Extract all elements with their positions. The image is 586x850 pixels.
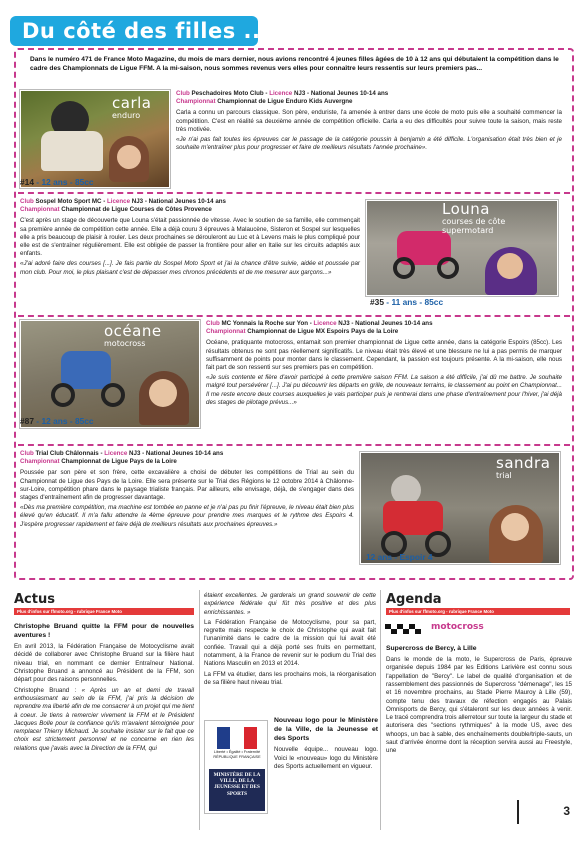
carla-name-tag bbox=[112, 96, 151, 121]
checkered-flag-icon bbox=[385, 624, 421, 634]
actus-column bbox=[14, 622, 194, 755]
rider-name: carla bbox=[112, 94, 152, 112]
agenda-heading: Supercross de Bercy, à Lille bbox=[386, 645, 477, 652]
rider-paragraph: Océane, pratiquante motocross, entamait son premier championnat de Ligue cette année, dans la catégorie Espoirs (85cc). Les résultats obtenus ne sont pas réellement significatifs. Le niveau était très élevé et une blessure ne lui a pas permis de marquer suffisamment de points pour monter dans le classement. Cependant, la passion est toujours présente. A la mi-saison, elle nous fait part de son ressenti sur ses premiers pas en compétition. bbox=[206, 339, 562, 371]
agenda-banner: Plus d'infos sur ffmoto.org - rubrique France Moto bbox=[386, 608, 570, 615]
club-line: Club MC Yonnais la Roche sur Yon - Licence NJ3 - National Jeunes 10-14 ans Championnat Championnat de Ligue MX Espoirs Pays de la Loire bbox=[206, 320, 433, 336]
actus-banner: Plus d'infos sur ffmoto.org - rubrique France Moto bbox=[14, 608, 194, 615]
club-line: Club Sospel Moto Sport MC - Licence NJ3 - National Jeunes 10-14 ans Championnat Championnat de Ligue Courses de Côtes Provence bbox=[20, 198, 226, 214]
caption-info: 12 ans - Espoir 4 bbox=[366, 552, 433, 562]
section-divider bbox=[18, 315, 570, 317]
middle-paragraph: La FFM va étudier, dans les prochains mois, la réorganisation de sa filière haut niveau trial. bbox=[204, 670, 376, 686]
rider-name: océane bbox=[104, 322, 162, 340]
carla-text bbox=[176, 90, 562, 152]
club-line: Club Trial Club Châlonnais - Licence NJ3 - National Jeunes 10-14 ans Championnat Championnat de Ligue Pays de la Loire bbox=[20, 450, 224, 466]
sandra-text bbox=[20, 450, 354, 529]
rider-name: sandra bbox=[496, 454, 551, 472]
actus-paragraph: En avril 2013, la Fédération Française de Motocyclisme avait décidé de collaborer avec Christophe Bruand sur la filière haut niveau trial, en nommant ce dernier Entraîneur National. Christophe Bruand a annoncé au Président de la FFM, son départ pour des raisons personnelles. bbox=[14, 643, 194, 684]
rider-quote: «J'ai adoré faire des courses [...]. Je fais partie du Sospel Moto Sport et j'ai la chance d'être suivie, aidée et poussée par mon club. Pour moi, le plus plaisant c'est de dépasser mes chronos précédents et de me mesurer aux garçons...» bbox=[20, 260, 360, 276]
rider-quote: «Je suis contente et fière d'avoir participé à cette première saison FFM. La saison a été difficile, j'ai dû me battre. Je souhaite malgré tout persévérer [...]. J'ai pu découvrir les départs en grille, de nouveaux terrains, le classement au point en Championnat... Il me reste encore deux courses auxquelles je vais participer puis je rentrerai dans une phase d'entraînement pour l'hiver, j'ai déjà des stages de pilotage prévus...» bbox=[206, 374, 562, 406]
carla-caption: #14 - 12 ans - 85cc bbox=[20, 177, 94, 187]
rider-paragraph: Poussée par son père et son frère, cette excavalière a choisi de débuter les compétitions de Trial au sein du Championnat de Ligue des Pays de la Loire. Elle sera présente sur le Trial des Régions le 12 octobre 2014 à Châlonne-sur-Loire, compétition phare dans le paysage trialiste français. Par ailleurs, elle envisage, déjà, de s'engager dans des stages d'entraînement afin de progresser davantage. bbox=[20, 469, 354, 501]
rider-paragraph: C'est après un stage de découverte que Louna s'était passionnée de vitesse. Avec le soutien de sa famille, elle commençait sa première année de compétition cette année. Elle a déjà couru 3 épreuves à Malaucène, Sisteron et Sospel sur lesquelles elle a pris beaucoup de plaisir à rouler. Les deux prochaines se dérouleront au Luc et à Levens mais le plus compliqué pour elle est de s'entraîner régulièrement. Elle est obligée de passer la frontière pour aller en Italie sur les circuits adaptés aux enfants. bbox=[20, 217, 360, 258]
actus-quote: Christophe Bruand : « Après un an et demi de travail enthousiasmant au sein de la FFM, j'ai pris la décision de reprendre ma liberté afin de me consacrer à un projet qui me tient à coeur. Je tiens à remercier vivement la FFM et le Président Jacques Bolle pour la confiance qu'ils m'avaient témoignée pour remplacer Thierry Michaud. Je souhaite insister sur le fait que ce choix est strictement personnel et ne concerne en rien les relations que j'avais avec la Direction de la FFM, qui bbox=[14, 686, 194, 752]
louna-text bbox=[20, 198, 360, 277]
agenda-title: Agenda bbox=[386, 592, 442, 607]
actus-title: Actus bbox=[14, 592, 55, 607]
caption-info: 11 ans - 85cc bbox=[391, 297, 444, 307]
caption-number: #35 bbox=[370, 297, 384, 307]
rider-discipline: trial bbox=[496, 470, 512, 480]
caption-info: 12 ans - 85cc bbox=[41, 416, 94, 426]
agenda-text: Dans le monde de la moto, le Supercross de Paris, épreuve organisée depuis 1984 par les Editions Larivière est connu sous l'appellation de "Bercy". Le label de qualité d'organisation et de rassemblement des passionnés de Supercross "démenage", les 15 et 16 novembre prochains, au Stade Pierre Mauroy à Lille (59), compte tenu des travaux de réfection engagés au Palais Omnisports de Bercy, qui s'étaleront sur les deux années à venir. Le tracé comprendra trois allerretour sur toute la largeur du stade et autorisera des "sections rythmiques" à la mode US, avec des whoops, un bac à sable, des enchaînements double/triple-sauts, un saut d'arrivée énorme dont la réception servira aussi au Freestyle, une bbox=[386, 656, 572, 755]
rider-quote: «Je n'ai pas fait toutes les épreuves car le passage de la catégorie poussin à benjamin a été difficile. L'organisation était très bien et je souhaite m'entraîner plus pour progresser et faire de meilleurs résultats l'année prochaine». bbox=[176, 135, 562, 152]
logo-news bbox=[274, 716, 378, 773]
rider-name: Louna bbox=[442, 200, 490, 218]
ministere-small-text: Liberté • Égalité • Fraternité RÉPUBLIQUE FRANÇAISE bbox=[213, 750, 261, 759]
rider-discipline: motocross bbox=[104, 338, 146, 348]
sandra-name-tag bbox=[496, 456, 550, 481]
caption-number: #14 bbox=[20, 177, 34, 187]
middle-paragraph: étaient excellentes. Je garderais un grand souvenir de cette expérience fédérale qui fût très positive et des plus enrichissantes. » bbox=[204, 592, 376, 616]
club-line: Club Peschadoires Moto Club - Licence NJ3 - National Jeunes 10-14 ans Championnat Championnat de Ligue Enduro Kids Auvergne bbox=[176, 90, 389, 106]
column-divider bbox=[380, 590, 381, 830]
agenda-column bbox=[386, 644, 572, 758]
rider-discipline: enduro bbox=[112, 110, 141, 120]
rider-quote: «Dès ma première compétition, ma machine est tombée en panne et je n'ai pas pu finir l'épreuve, le niveau était bien plus élevé qu'en éducatif. Il m'a fallu attendre la 4ème épreuve pour prendre mes marques et le rythme des Espoirs 4. J'espère progresser rapidement et faire déjà de meilleurs résultats aux prochaines épreuves.» bbox=[20, 504, 354, 528]
logo-heading: Nouveau logo pour le Ministère de la Ville, de la Jeunesse et des Sports bbox=[274, 717, 378, 743]
rider-discipline: courses de côte supermotard bbox=[442, 216, 506, 235]
french-flag-icon bbox=[217, 727, 257, 749]
category-label: motocross bbox=[431, 622, 484, 632]
ministere-logo bbox=[204, 720, 268, 814]
middle-paragraph: La Fédération Française de Motocyclisme, pour sa part, regrette mais respecte le choix de Christophe qui avait fait l'unanimité dans le cadre de la mission qui lui avait été confiée. Travail qui a déjà porté ses fruits en permettant, notamment, à la France de revenir sur le podium du Trial des Nations Masculin en 2013 et 2014. bbox=[204, 618, 376, 668]
page-number-bracket bbox=[517, 800, 519, 824]
oceane-text bbox=[206, 320, 562, 407]
actus-heading: Christophe Bruand quitte la FFM pour de nouvelles aventures ! bbox=[14, 623, 194, 640]
oceane-caption: #87 - 12 ans - 85cc bbox=[20, 416, 94, 426]
rider-paragraph: Carla a connu un parcours classique. Son père, enduriste, l'a amenée à entrer dans une école de moto puis elle a souhaité commencer la compétition. C'est en réalité sa deuxième année de compétition officielle. Carla a eu des difficultés pour suivre toute la saison, mais reste très motivée. bbox=[176, 109, 562, 133]
oceane-name-tag bbox=[104, 324, 162, 349]
caption-info: 12 ans - 85cc bbox=[41, 177, 94, 187]
middle-column bbox=[204, 592, 376, 689]
column-divider bbox=[199, 590, 200, 830]
page-title: Du côté des filles ... bbox=[22, 19, 269, 43]
section-divider bbox=[18, 444, 570, 446]
intro-text: Dans le numéro 471 de France Moto Magazine, du mois de mars dernier, nous avions rencontré 4 jeunes filles âgées de 10 à 12 ans qui débutaient la compétition dans le cadre des Championnats de Ligue FFM. A la mi-saison, nous sommes revenus vers elles pour connaître leurs ressentis sur leurs premiers pas... bbox=[30, 56, 559, 72]
sandra-caption bbox=[366, 552, 433, 563]
caption-number: #87 bbox=[20, 416, 34, 426]
ministere-big-text: MINISTÈRE DE LA VILLE, DE LA JEUNESSE ET DES SPORTS bbox=[209, 769, 265, 811]
logo-text: Nouvelle équipe... nouveau logo. Voici le «nouveau» logo du Ministère des Sports actuellement en vigueur. bbox=[274, 746, 378, 770]
louna-name-tag bbox=[442, 202, 552, 235]
section-divider bbox=[18, 192, 570, 194]
louna-caption: #35 - 11 ans - 85cc bbox=[370, 297, 444, 307]
page-number: 3 bbox=[563, 804, 570, 818]
